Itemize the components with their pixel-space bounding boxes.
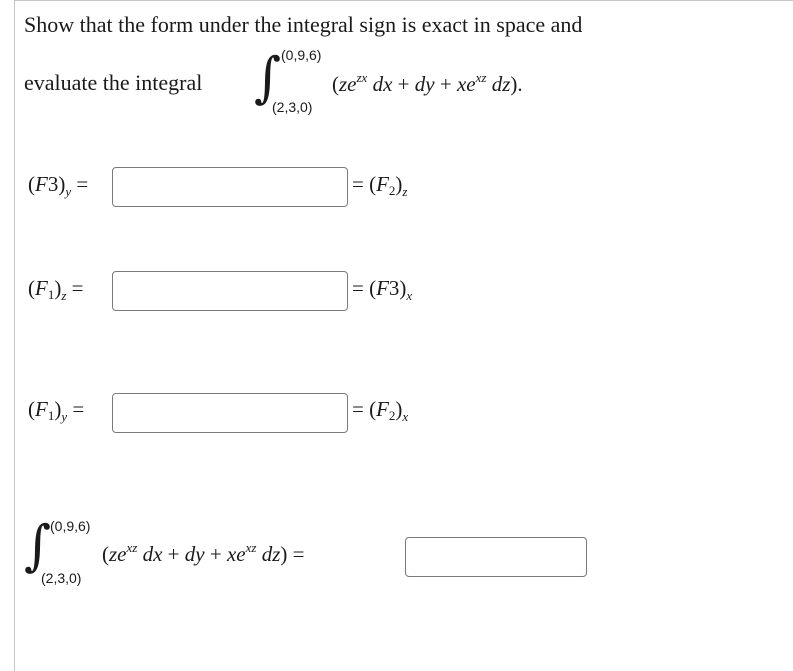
row2-left-label: $(F_1)_z$ = bbox=[28, 276, 84, 303]
question-line-2-prefix: evaluate the integral bbox=[24, 70, 203, 95]
upper-limit: (0,9,6) bbox=[281, 47, 322, 63]
row1-answer-input[interactable] bbox=[112, 167, 348, 207]
question-line-1: Show that the form under the integral sign is exact in space and bbox=[24, 12, 583, 37]
integrand-expression: ($ze^{zx}$ dx + dy + $xe^{xz}$ dz). bbox=[332, 70, 523, 96]
final-lower-limit: (2,3,0) bbox=[41, 570, 82, 586]
row1-left-label: $(F3)_y$ = bbox=[28, 172, 89, 199]
final-upper-limit: (0,9,6) bbox=[50, 518, 91, 534]
row2-answer-input[interactable] bbox=[112, 271, 348, 311]
integral-sign: ∫ bbox=[254, 46, 282, 110]
row2-right-label: = $(F3)_x$ bbox=[352, 276, 413, 303]
final-answer-input[interactable] bbox=[405, 537, 587, 577]
question-panel bbox=[14, 0, 793, 671]
row3-right-label: = $(F_2)_x$ bbox=[352, 397, 409, 424]
row1-right-label: = $(F_2)_z$ bbox=[352, 172, 408, 199]
row3-answer-input[interactable] bbox=[112, 393, 348, 433]
lower-limit: (2,3,0) bbox=[272, 99, 313, 115]
final-integral-sign: ∫ bbox=[24, 514, 52, 578]
row3-left-label: $(F_1)_y$ = bbox=[28, 397, 85, 424]
final-integrand-expression: ($ze^{xz}$ dx + dy + $xe^{xz}$ dz) = bbox=[102, 540, 305, 566]
